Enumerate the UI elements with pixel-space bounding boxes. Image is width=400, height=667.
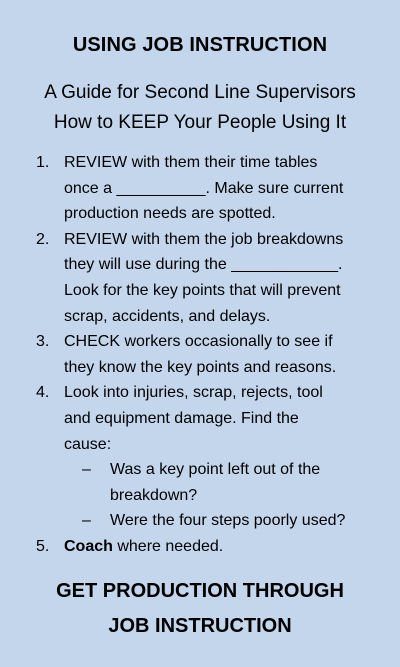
dash-bullet: – [82,461,91,479]
list-item-3 [36,329,376,380]
sub-list [64,457,376,534]
item-line: Look for the key points that will prevent [64,281,341,299]
item-line: CHECK workers occasionally to see if [64,333,333,351]
list-item-4 [36,380,376,534]
sub-item-line: Were the four steps poorly used? [110,512,346,530]
item-line: and equipment damage. Find the [64,409,299,427]
subtitle [0,78,400,138]
subtitle-line-2: How to KEEP Your People Using It [53,112,347,133]
item-line: they will use during the ____________. [64,256,343,274]
item-line: they know the key points and reasons. [64,358,337,376]
footer-line-2: JOB INSTRUCTION [108,615,292,637]
coach-bold: Coach [64,537,113,555]
list-item-5 [36,534,376,560]
sub-list-item-1 [64,457,376,508]
footer-heading [0,574,400,644]
item-number: 4. [36,384,50,402]
item-line: Look into injuries, scrap, rejects, tool [64,384,323,402]
sub-list-item-2 [64,508,376,534]
page-title: USING JOB INSTRUCTION [72,34,328,56]
item-line: REVIEW with them their time tables [64,154,318,171]
sub-item-line: Was a key point left out of the [110,461,321,479]
item-number: 5. [36,537,50,555]
item-number: 3. [36,333,50,351]
list-item-1 [36,150,376,227]
item-line: production needs are spotted. [64,205,276,223]
item-rest: where needed. [112,537,224,555]
item-number: 1. [36,154,50,171]
dash-bullet: – [82,512,91,530]
item-line: REVIEW with them the job breakdowns [64,230,344,248]
sub-item-line: breakdown? [110,486,198,504]
footer-line-1: GET PRODUCTION THROUGH [56,580,344,602]
item-number: 2. [36,230,50,248]
item-line: cause: [64,435,112,453]
instruction-list [36,150,376,560]
list-item-2 [36,227,376,329]
item-line: scrap, accidents, and delays. [64,307,271,325]
subtitle-line-1: A Guide for Second Line Supervisors [44,82,356,103]
item-line: once a __________. Make sure current [64,179,344,197]
item-line [64,534,376,560]
